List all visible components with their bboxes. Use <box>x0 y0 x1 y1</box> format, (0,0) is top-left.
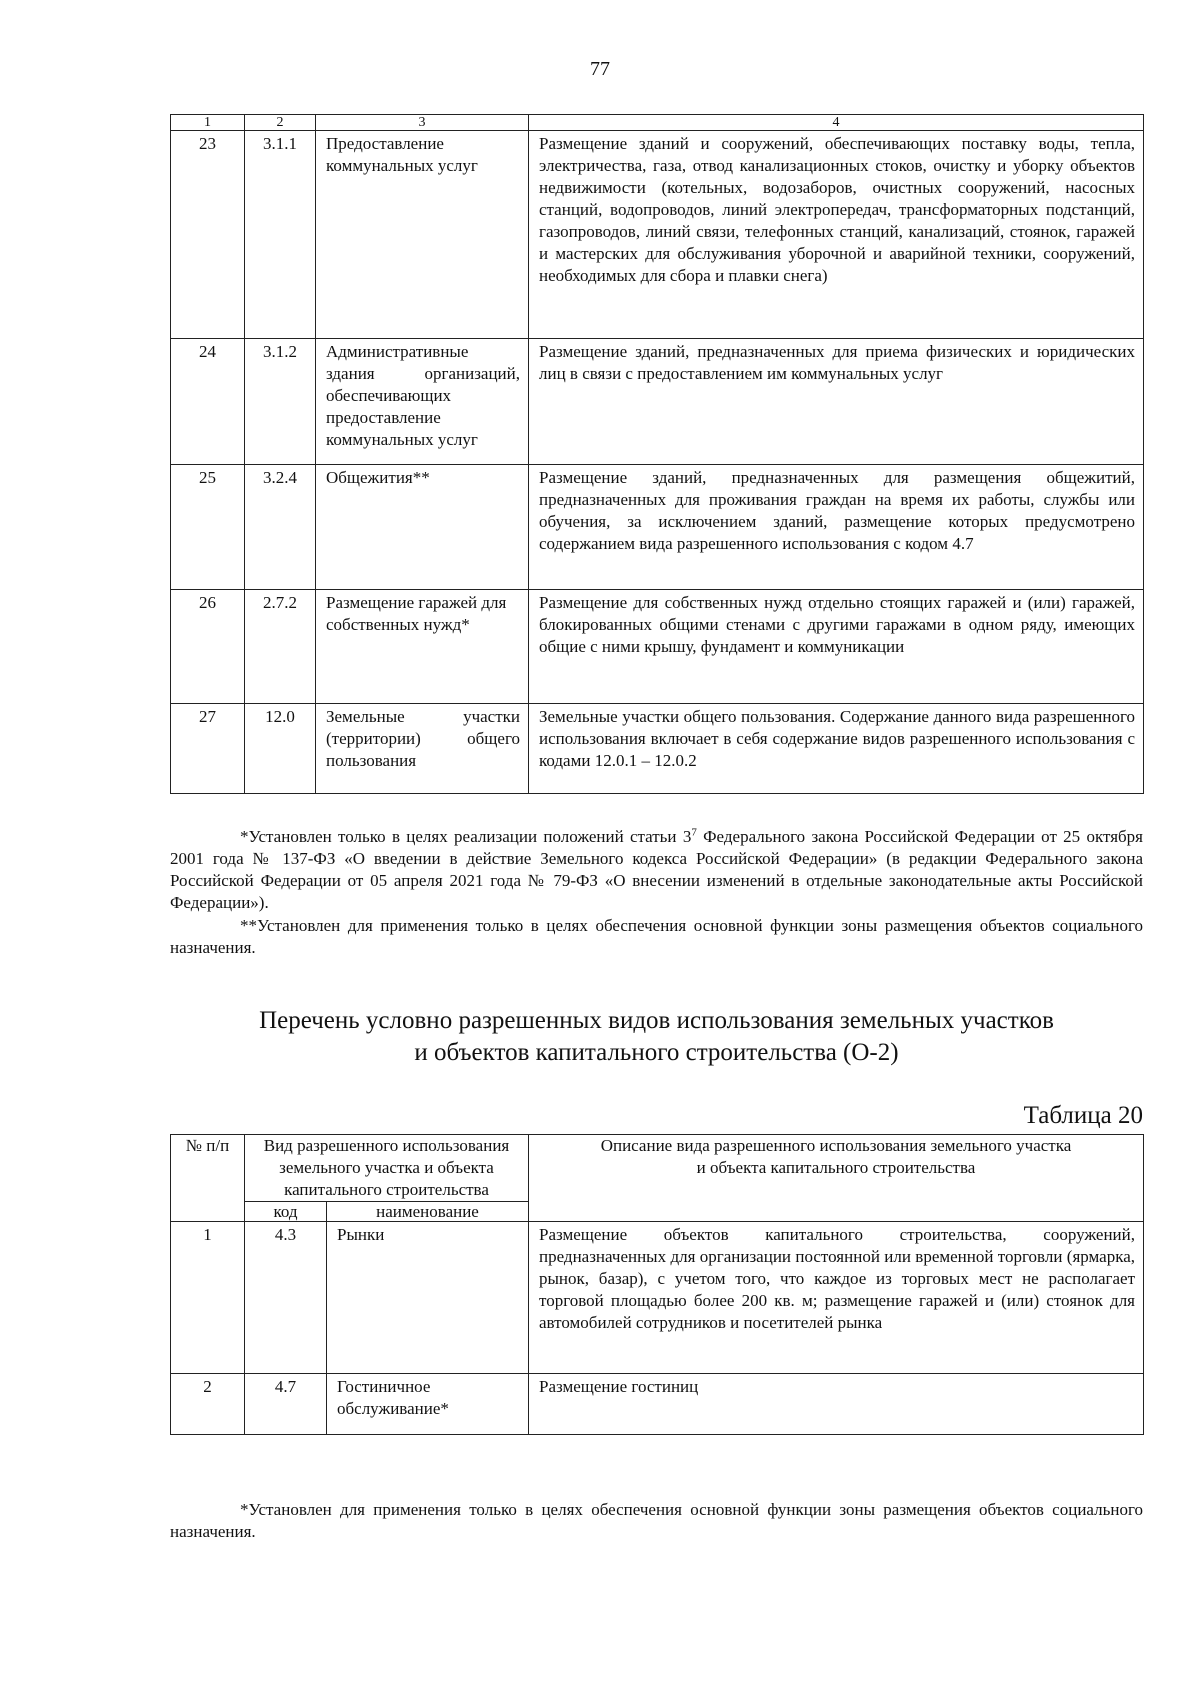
footnote-superscript: 7 <box>691 826 697 839</box>
row-description: Размещение зданий, предназначенных для приема физических и юридических лиц в связи с предоставлением им коммунальных услуг <box>529 339 1144 465</box>
conditional-uses-table <box>170 1134 1144 1435</box>
row-description: Размещение объектов капитального строительства, сооружений, предназначенных для организации постоянной или временной торговли (ярмарка, рынок, базар), с учетом того, что каждое из торговых мест не располагает торговой площадью более 200 кв. м; размещение гаражей и (или) стоянок для автомобилей сотрудников и посетителей рынка <box>529 1222 1144 1374</box>
row-code: 3.1.2 <box>245 339 316 465</box>
row-number: 2 <box>171 1374 245 1435</box>
permitted-uses-table <box>170 114 1144 794</box>
row-number: 26 <box>171 590 245 704</box>
footnote-text: *Установлен только в целях реализации положений статьи 3 <box>240 827 692 846</box>
row-number: 23 <box>171 131 245 339</box>
row-description: Земельные участки общего пользования. Содержание данного вида разрешенного использования включает в себя содержание видов разрешенного использования с кодами 12.0.1 – 12.0.2 <box>529 704 1144 794</box>
row-number: 24 <box>171 339 245 465</box>
row-name: Рынки <box>327 1222 529 1374</box>
footnote-social-zone: **Установлен для применения только в целях обеспечения основной функции зоны размещения объектов социального назначения. <box>170 916 1143 957</box>
header-description-line-2: и объекта капитального строительства <box>696 1158 976 1177</box>
row-number: 25 <box>171 465 245 590</box>
section-title <box>170 1005 1143 1069</box>
row-name: Предоставление коммунальных услуг <box>316 131 529 339</box>
table-row <box>171 704 1144 794</box>
table-row <box>171 465 1144 590</box>
row-name: Земельные участки (территории) общего пользования <box>316 704 529 794</box>
footnote-law-reference <box>170 826 1143 914</box>
table-row <box>171 339 1144 465</box>
page-number: 77 <box>590 58 610 80</box>
column-number-2: 2 <box>245 115 316 131</box>
row-name: Гостиничное обслуживание* <box>327 1374 529 1435</box>
header-number: № п/п <box>171 1135 245 1222</box>
header-name: наименование <box>327 1202 529 1222</box>
table-number-label: Таблица 20 <box>1023 1102 1143 1129</box>
section-title-line-2: и объектов капитального строительства (О-2) <box>414 1039 899 1066</box>
table-header-row <box>171 1135 1144 1202</box>
table-row <box>171 131 1144 339</box>
row-number: 27 <box>171 704 245 794</box>
row-name: Административные здания организаций, обеспечивающих предоставление коммунальных услуг <box>316 339 529 465</box>
header-description <box>529 1135 1144 1222</box>
row-description: Размещение зданий и сооружений, обеспечивающих поставку воды, тепла, электричества, газа, отвод канализационных стоков, очистку и уборку объектов недвижимости (котельных, водозаборов, очистных сооружений, насосных станций, водопроводов, линий электропередач, трансформаторных подстанций, газопроводов, линий связи, телефонных станций, канализаций, стоянок, гаражей и мастерских для обслуживания уборочной и аварийной техники, сооружений, необходимых для сбора и плавки снега) <box>529 131 1144 339</box>
column-number-1: 1 <box>171 115 245 131</box>
column-number-3: 3 <box>316 115 529 131</box>
column-number-4: 4 <box>529 115 1144 131</box>
footnote-conditional: *Установлен для применения только в целях обеспечения основной функции зоны размещения объектов социального назначения. <box>170 1500 1143 1541</box>
row-number: 1 <box>171 1222 245 1374</box>
footnote-text-continued: Федерального закона Российской Федерации от 25 октября 2001 года № 137-ФЗ «О введении в действие Земельного кодекса Российской Федерации» (в редакции Федерального закона Российской Федерации от 05 апреля 2021 года № 79-ФЗ «О внесении изменений в отдельные законодательные акты Российской Федерации»). <box>170 827 1143 912</box>
row-name: Общежития** <box>316 465 529 590</box>
row-code: 2.7.2 <box>245 590 316 704</box>
table-header-row <box>171 115 1144 131</box>
row-code: 12.0 <box>245 704 316 794</box>
row-code: 3.2.4 <box>245 465 316 590</box>
table-row <box>171 1374 1144 1435</box>
table-row <box>171 590 1144 704</box>
row-description: Размещение для собственных нужд отдельно стоящих гаражей и (или) гаражей, блокированных общими стенами с другими гаражами в одном ряду, имеющих общие с ними крышу, фундамент и коммуникации <box>529 590 1144 704</box>
header-code: код <box>245 1202 327 1222</box>
row-code: 3.1.1 <box>245 131 316 339</box>
row-name: Размещение гаражей для собственных нужд* <box>316 590 529 704</box>
row-code: 4.7 <box>245 1374 327 1435</box>
row-description: Размещение гостиниц <box>529 1374 1144 1435</box>
header-description-line-1: Описание вида разрешенного использования земельного участка <box>600 1136 1072 1155</box>
section-title-line-1: Перечень условно разрешенных видов использования земельных участков <box>259 1007 1054 1034</box>
table-row <box>171 1222 1144 1374</box>
header-kind: Вид разрешенного использования земельного участка и объекта капитального строительства <box>245 1135 529 1202</box>
row-description: Размещение зданий, предназначенных для размещения общежитий, предназначенных для проживания граждан на время их работы, службы или обучения, за исключением зданий, размещение которых предусмотрено содержанием вида разрешенного использования с кодом 4.7 <box>529 465 1144 590</box>
row-code: 4.3 <box>245 1222 327 1374</box>
